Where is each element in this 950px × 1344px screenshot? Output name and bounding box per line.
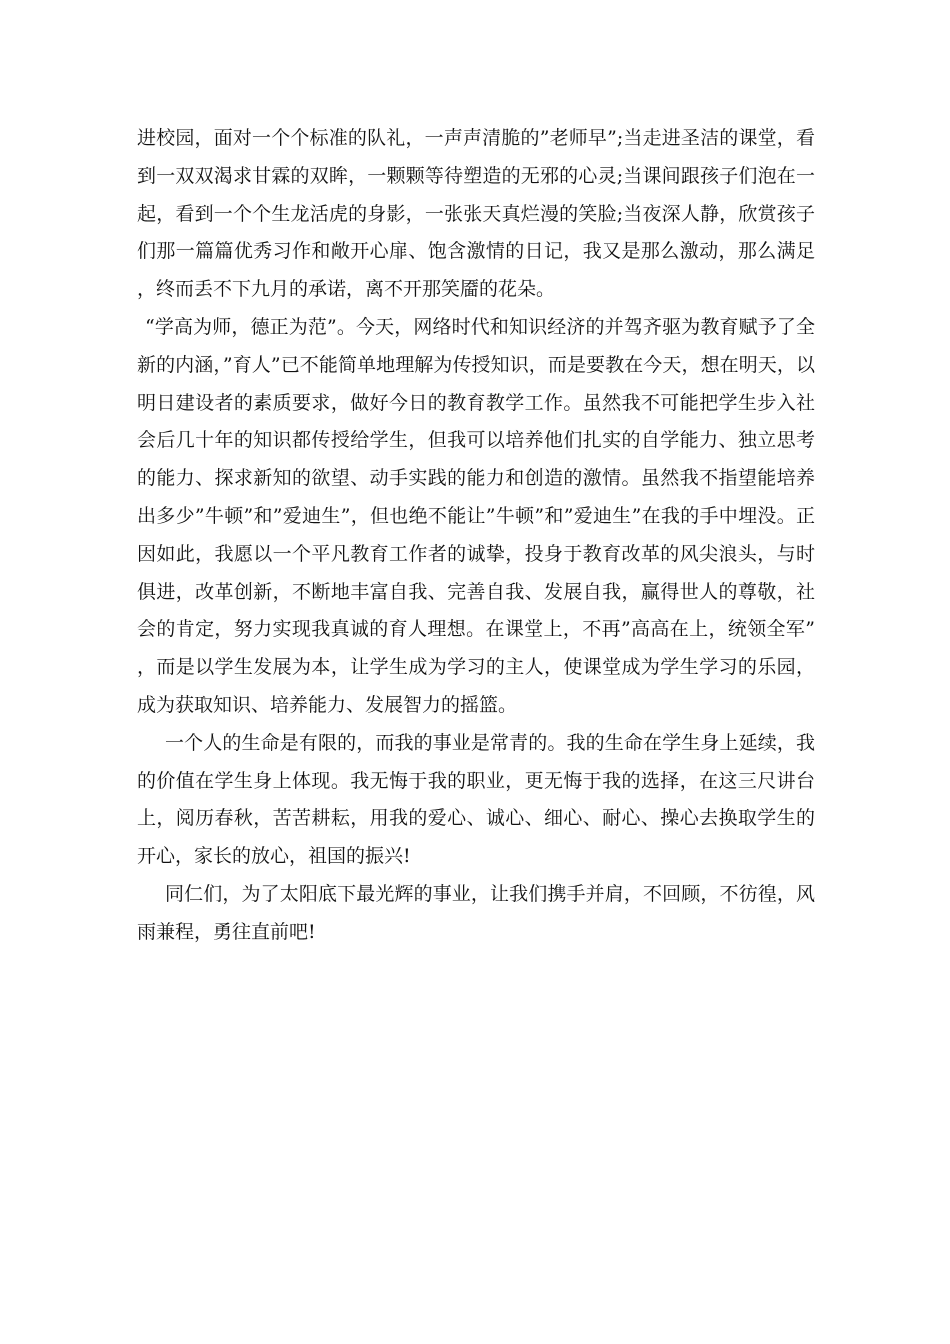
paragraph-2: “学高为师，德正为范”。今天，网络时代和知识经济的并驾齐驱为教育赋予了全新的内涵，”育人”已不能简单地理解为传授知识，而是要教在今天，想在明天，以明日建设者的素质要求，做好今日的教育教学工作。虽然我不可能把学生步入社会后几十年的知识都传授给学生，但我可以培养他们扎实的自学能力、独立思考的能力、探求新知的欲望、动手实践的能力和创造的激情。虽然我不指望能培养出多少”牛顿”和”爱迪生”，但也绝不能让”牛顿”和”爱迪生”在我的手中埋没。正因如此，我愿以一个平凡教育工作者的诚挚，投身于教育改革的风尖浪头，与时俱进，改革创新，不断地丰富自我、完善自我、发展自我，赢得世人的尊敬，社会的肯定，努力实现我真诚的育人理想。在课堂上，不再”高高在上，统领全军”，而是以学生发展为本，让学生成为学习的主人，使课堂成为学生学习的乐园，成为获取知识、培养能力、发展智力的摇篮。: [137, 315, 815, 716]
paragraph-3: 一个人的生命是有限的，而我的事业是常青的。我的生命在学生身上延续，我的价值在学生身上体现。我无悔于我的职业，更无悔于我的选择，在这三尺讲台上，阅历春秋，苦苦耕耘，用我的爱心、诚心、细心、耐心、操心去换取学生的开心，家长的放心，祖国的振兴!: [137, 731, 815, 868]
document-body: [137, 120, 815, 952]
paragraph-4: 同仁们，为了太阳底下最光辉的事业，让我们携手并肩，不回顾，不彷徨，风雨兼程，勇往直前吧!: [137, 882, 815, 943]
paragraph-1: 进校园，面对一个个标准的队礼，一声声清脆的”老师早”;当走进圣洁的课堂，看到一双双渴求甘霖的双眸，一颗颗等待塑造的无邪的心灵;当课间跟孩子们泡在一起，看到一个个生龙活虎的身影，一张张天真烂漫的笑脸;当夜深人静，欣赏孩子们那一篇篇优秀习作和敞开心扉、饱含激情的日记，我又是那么激动，那么满足，终而丢不下九月的承诺，离不开那笑靥的花朵。: [137, 127, 815, 301]
